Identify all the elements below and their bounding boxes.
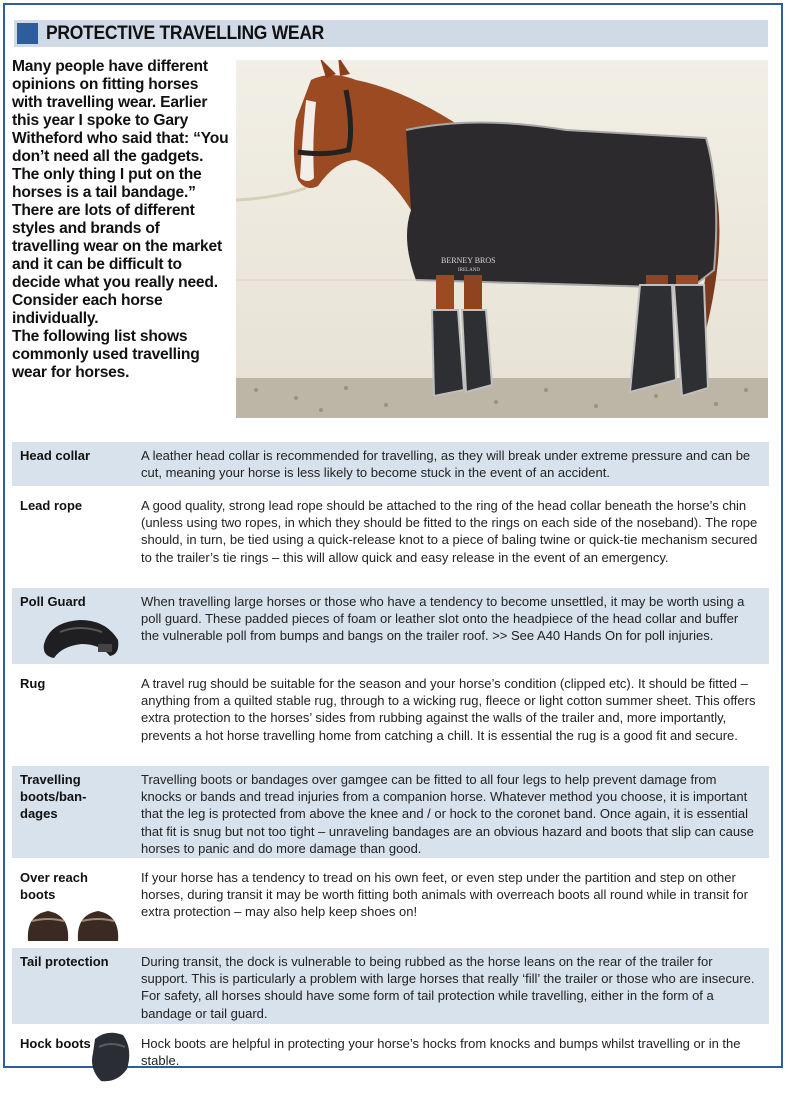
title-marker-icon [17, 23, 38, 44]
hock-boot-icon [87, 1029, 135, 1085]
item-label: Hock boots [20, 1036, 91, 1051]
list-item-rug [12, 670, 769, 760]
list-item-head-collar [12, 442, 769, 486]
poll-guard-icon [40, 614, 124, 660]
list-item-hock-boots [12, 1030, 769, 1092]
item-description: A travel rug should be suitable for the season and your horse’s condition (clipped etc). It should be fitted – anything from a quilted stable rug, through to a wicking rug, fleece or light cotton summer sheet. This offers extra protection to the horses’ sides from rubbing against the walls of the trailer and, more importantly, prevents a hot horse travelling home from catching a chill. It is essential the rug is a good fit and secure. [141, 676, 756, 743]
rug-brand-label: BERNEY BROS [441, 256, 496, 265]
rug-brand-sub-label: IRELAND [458, 268, 480, 273]
list-item-poll-guard [12, 588, 769, 664]
horse-photo [236, 60, 768, 418]
list-item-tail-protection [12, 948, 769, 1024]
item-description: Hock boots are helpful in protecting your horse’s hocks from knocks and bumps whilst travelling or in the stable. [141, 1036, 741, 1069]
item-label: Travelling boots/ban-dages [20, 772, 87, 821]
intro-paragraph-2: There are lots of different styles and brands of travelling wear on the market and it can be difficult to decide what you really need. Consider each horse individually. [12, 202, 222, 327]
item-description: Travelling boots or bandages over gamgee can be fitted to all four legs to help prevent damage from knocks or bands and tread injuries from a companion horse. Whatever method you choose, it is important that the leg is protected from above the knee and / or hock to the coronet band. Once again, it is essential that fit is snug but not too tight – unraveling bandages are an obvious hazard and boots that slip can cause horses to panic and do more damage than good. [141, 772, 754, 856]
item-description: When travelling large horses or those who have a tendency to become unsettled, it may be worth using a poll guard. These padded pieces of foam or leather slot onto the headpiece of the head collar and buffer the vulnerable poll from bumps and bangs on the trailer roof. >> See A40 Hands On for poll injuries. [141, 594, 745, 644]
list-item-travelling-boots [12, 766, 769, 858]
item-description: If your horse has a tendency to tread on his own feet, or even step under the partition and step on other horses, during transit it may be worth fitting both animals with overreach boots all round while in transit for extra protection – may also help keep shoes on! [141, 870, 748, 920]
intro-paragraph-1: Many people have different opinions on fitting horses with travelling wear. Earlier this year I spoke to Gary Witheford who said that: “You don’t need all the gadgets. The only thing I put on the horses is a tail bandage.” [12, 58, 229, 201]
item-label: Over reach boots [20, 870, 88, 902]
over-reach-boots-icon [24, 907, 124, 943]
list-item-lead-rope [12, 492, 769, 582]
page-title: PROTECTIVE TRAVELLING WEAR [46, 22, 325, 44]
item-description: During transit, the dock is vulnerable to being rubbed as the horse leans on the rear of the trailer for support. This is particularly a problem with large horses that really ‘fill’ the trailer or those who are insecure. For safety, all horses should have some form of tail protection while travelling, either in the form of a bandage or tail guard. [141, 954, 755, 1021]
item-description: A good quality, strong lead rope should be attached to the ring of the head collar beneath the horse’s chin (unless using two ropes, in which they should be fitted to the rings on each side of the noseband). The rope should, in turn, be tied using a quick-release knot to a piece of baling twine or quick-tie mechanism secured to the trailer’s tie rings – this will allow quick and easy release in the event of an emergency. [141, 498, 758, 565]
item-description: A leather head collar is recommended for travelling, as they will break under extreme pressure and can be cut, meaning your horse is less likely to become stuck in the event of an accident. [141, 448, 751, 481]
intro-paragraph-3: The following list shows commonly used travelling wear for horses. [12, 328, 200, 381]
item-label: Rug [20, 676, 46, 691]
title-bar [14, 20, 768, 47]
item-label: Head collar [20, 448, 91, 463]
item-label: Poll Guard [20, 594, 86, 609]
item-label: Tail protection [20, 954, 109, 969]
horse-illustration [236, 60, 768, 418]
list-item-over-reach-boots [12, 864, 769, 942]
travelling-wear-list [12, 442, 769, 1098]
intro-text [12, 58, 230, 382]
item-label: Lead rope [20, 498, 83, 513]
